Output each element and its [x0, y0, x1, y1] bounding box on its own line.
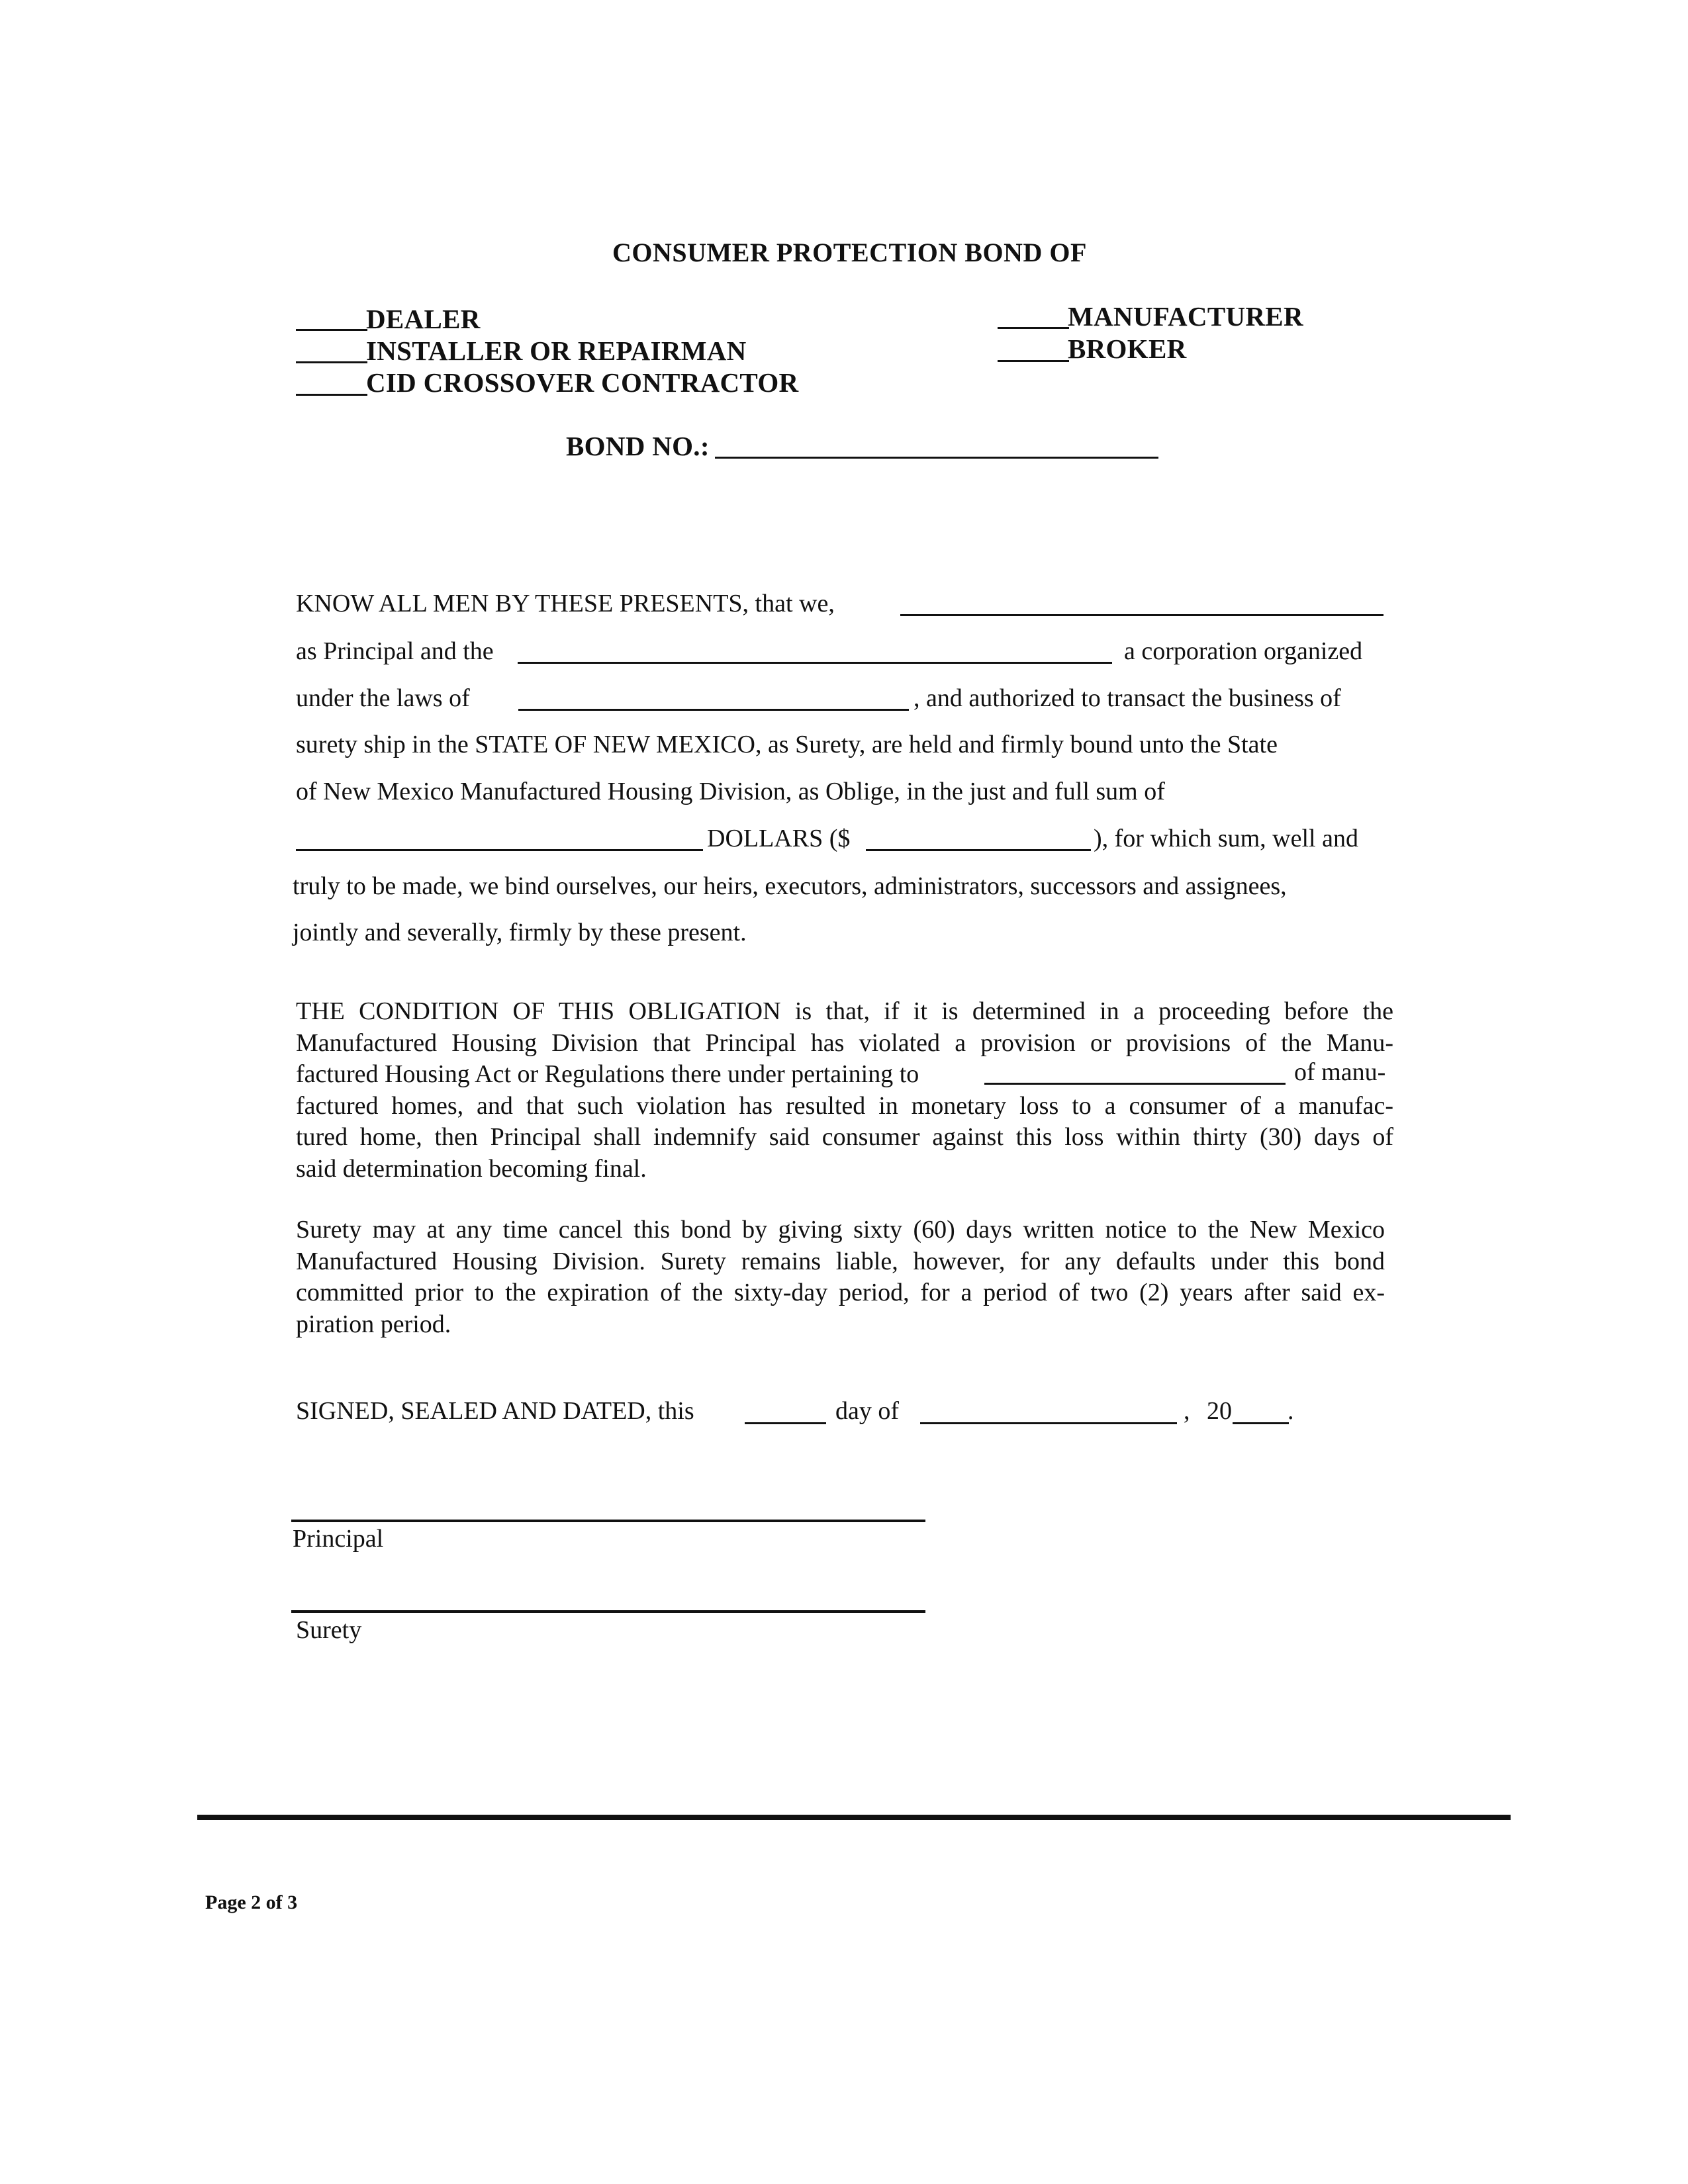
signed-day-of: day of	[835, 1397, 900, 1425]
document-title: CONSUMER PROTECTION BOND OF	[612, 238, 1087, 267]
bond-no-label: BOND NO.:	[566, 431, 710, 461]
installer-label: INSTALLER OR REPAIRMAN	[366, 336, 747, 366]
cid-label: CID CROSSOVER CONTRACTOR	[366, 367, 799, 398]
signed-label: SIGNED, SEALED AND DATED, this	[296, 1397, 694, 1425]
condition-line-1: THE CONDITION OF THIS OBLIGATION is that, if it is determined in a proceeding before the	[296, 997, 1393, 1025]
know-all-line-8: jointly and severally, firmly by these present.	[293, 919, 747, 946]
condition-line-3a-text: factured Housing Act or Regulations there under pertaining to	[296, 1060, 919, 1088]
cancel-line-2: Manufactured Housing Division. Surety remains liable, however, for any defaults under this bond	[296, 1247, 1385, 1275]
condition-line-5: tured home, then Principal shall indemnify said consumer against this loss within thirty (30) days of	[296, 1123, 1393, 1151]
condition-line-3a	[296, 1059, 1393, 1091]
know-all-line-2b: a corporation organized	[1124, 637, 1363, 665]
cancel-line-1: Surety may at any time cancel this bond by giving sixty (60) days written notice to the New Mexico	[296, 1216, 1385, 1244]
footer-rule	[197, 1815, 1511, 1820]
principal-name-field[interactable]	[900, 614, 1383, 616]
condition-line-2: Manufactured Housing Division that Principal has violated a provision or provisions of the Manu-	[296, 1028, 1393, 1057]
state-of-incorporation-field[interactable]	[518, 709, 909, 711]
surety-signature-line[interactable]	[291, 1610, 925, 1613]
know-all-line-3a: under the laws of	[296, 684, 470, 712]
know-all-line-1: KNOW ALL MEN BY THESE PRESENTS, that we,	[296, 590, 835, 617]
page-number: Page 2 of 3	[205, 1891, 298, 1913]
installer-check-blank[interactable]	[296, 361, 367, 363]
cid-check-blank[interactable]	[296, 394, 367, 396]
principal-signature-line[interactable]	[291, 1520, 925, 1522]
signed-day-field[interactable]	[745, 1422, 826, 1424]
signed-month-field[interactable]	[920, 1422, 1177, 1424]
know-all-line-6b: ), for which sum, well and	[1094, 825, 1358, 852]
know-all-line-4: surety ship in the STATE OF NEW MEXICO, as Surety, are held and firmly bound unto the State	[296, 731, 1278, 758]
dealer-label: DEALER	[366, 304, 481, 334]
cancel-line-3: committed prior to the expiration of the sixty-day period, for a period of two (2) years after said ex-	[296, 1279, 1385, 1306]
know-all-line-7: truly to be made, we bind ourselves, our heirs, executors, administrators, successors and assignees,	[293, 872, 1287, 900]
know-all-line-3b: , and authorized to transact the business of	[914, 684, 1341, 712]
manufacturer-label: MANUFACTURER	[1068, 301, 1303, 332]
manufacturer-check-blank[interactable]	[998, 327, 1069, 329]
principal-signature-label: Principal	[293, 1525, 384, 1553]
know-all-line-2a: as Principal and the	[296, 637, 494, 665]
signed-period: .	[1288, 1397, 1294, 1425]
amount-words-field[interactable]	[296, 849, 703, 851]
surety-name-field[interactable]	[518, 662, 1112, 664]
amount-numeric-field[interactable]	[866, 849, 1091, 851]
condition-line-3b: of manu-	[1294, 1058, 1386, 1086]
surety-signature-label: Surety	[296, 1616, 362, 1644]
broker-label: BROKER	[1068, 334, 1187, 364]
cancel-paragraph	[296, 1214, 1385, 1340]
signed-comma: ,	[1184, 1397, 1190, 1425]
know-all-line-6a: DOLLARS ($	[707, 825, 851, 852]
broker-check-blank[interactable]	[998, 360, 1069, 362]
pertaining-to-field[interactable]	[984, 1083, 1286, 1085]
signed-year-field[interactable]	[1233, 1422, 1289, 1424]
dealer-check-blank[interactable]	[296, 329, 367, 331]
signed-year-prefix: 20	[1207, 1397, 1232, 1425]
condition-line-6: said determination becoming final.	[296, 1154, 647, 1183]
condition-paragraph	[296, 996, 1393, 1185]
cancel-line-4: piration period.	[296, 1310, 451, 1338]
bond-no-field[interactable]	[715, 457, 1158, 459]
condition-line-4: factured homes, and that such violation has resulted in monetary loss to a consumer of a manufac-	[296, 1091, 1393, 1120]
know-all-line-5: of New Mexico Manufactured Housing Division, as Oblige, in the just and full sum of	[296, 778, 1165, 805]
